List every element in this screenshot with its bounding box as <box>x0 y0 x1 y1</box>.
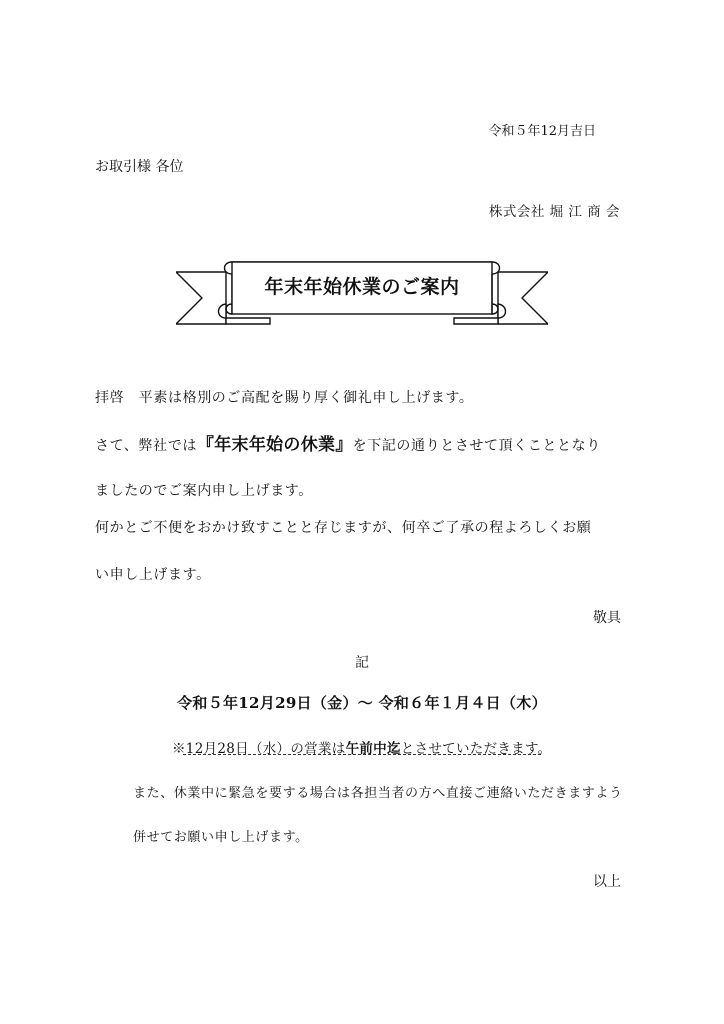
closing-ijou: 以上 <box>593 874 621 890</box>
addressee: お取引様 各位 <box>95 159 184 175</box>
holiday-period: 令和５年12月29日（金）～ 令和６年１月４日（木） <box>177 694 547 712</box>
closing-keigu: 敬具 <box>593 610 621 626</box>
banner-title: 年末年始休業のご案内 <box>264 276 460 298</box>
emergency-contact-line-1: また、休業中に緊急を要する場合は各担当者の方へ直接ご連絡いただきますよう <box>133 786 623 801</box>
note-post: とさせていただきます。 <box>400 741 552 757</box>
title-ribbon-banner <box>176 256 548 332</box>
body-line-2-pre: さて、弊社では <box>95 438 197 454</box>
document-date: 令和５年12月吉日 <box>488 124 596 139</box>
emergency-contact-line-2: 併せてお願い申し上げます。 <box>133 830 309 845</box>
body-line-5: い申し上げます。 <box>95 567 211 583</box>
notice-heading: 記 <box>355 655 369 671</box>
note-pre: ※12月28日（水）の営業は <box>172 741 346 757</box>
body-line-2-post: を下記の通りとさせて頂くこととなり <box>352 438 601 454</box>
body-line-3: ましたのでご案内申し上げます。 <box>95 483 313 499</box>
holiday-emphasis: 『年末年始の休業』 <box>196 435 353 455</box>
sender-company: 株式会社 堀 江 商 会 <box>488 204 620 220</box>
note-emphasis: 午前中迄 <box>345 741 401 757</box>
greeting-line: 拝啓 平素は格別のご高配を賜り厚く御礼申し上げます。 <box>95 390 474 406</box>
note-dashed-underline <box>183 754 541 755</box>
body-line-2 <box>95 430 601 455</box>
body-line-4: 何かとご不便をおかけ致すことと存じますが、何卒ご了承の程よろしくお願 <box>95 520 592 536</box>
